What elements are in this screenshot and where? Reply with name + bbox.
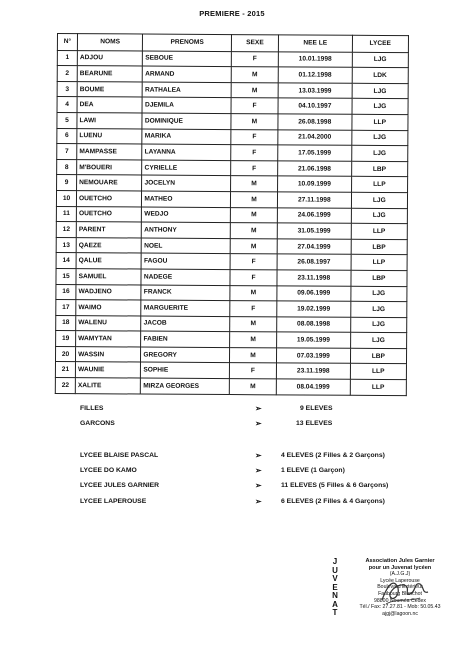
- cell-prenom: NOEL: [142, 238, 231, 254]
- cell-number: 16: [56, 284, 76, 300]
- cell-prenom: RATHALEA: [142, 82, 231, 98]
- cell-lycee: LJG: [351, 130, 407, 146]
- cell-nom: BOUME: [77, 81, 142, 97]
- cell-lycee: LBP: [350, 348, 406, 364]
- cell-number: 4: [57, 97, 77, 113]
- association-stamp: [328, 558, 448, 628]
- summary-lycee-value: 11 ELEVES (5 Filles & 6 Garçons): [281, 482, 389, 489]
- cell-sexe: M: [229, 379, 276, 395]
- cell-sexe: M: [231, 114, 278, 130]
- cell-prenom: SOPHIE: [141, 362, 230, 378]
- cell-lycee: LJG: [350, 317, 406, 333]
- summary-lycee-row: [80, 498, 410, 508]
- cell-nom: XALITE: [75, 378, 140, 394]
- summary-lycee-label: LYCEE DO KAMO: [80, 467, 137, 474]
- cell-sexe: F: [231, 145, 278, 161]
- summary-filles-value: 9 ELEVES: [300, 405, 333, 412]
- cell-sexe: M: [230, 285, 277, 301]
- summary-lycee-row: [80, 467, 410, 477]
- table-body: [55, 50, 408, 395]
- cell-nom: PARENT: [76, 222, 141, 238]
- cell-prenom: MARGUERITE: [141, 300, 230, 316]
- cell-lycee: LJG: [350, 333, 406, 349]
- cell-lycee: LLP: [350, 379, 406, 395]
- cell-prenom: FAGOU: [141, 253, 230, 269]
- cell-nom: M'BOUERI: [77, 159, 142, 175]
- cell-prenom: WEDJO: [142, 207, 231, 223]
- cell-nom: ADJOU: [77, 50, 142, 66]
- cell-lycee: LLP: [351, 223, 407, 239]
- summary-filles-label: FILLES: [80, 405, 104, 412]
- cell-lycee: LJG: [351, 145, 407, 161]
- cell-number: 7: [57, 144, 77, 160]
- table-row: [55, 378, 406, 396]
- cell-number: 1: [57, 50, 77, 66]
- cell-sexe: F: [230, 254, 277, 270]
- cell-nom: WADJENO: [76, 284, 141, 300]
- cell-sexe: F: [230, 301, 277, 317]
- cell-nom: OUETCHO: [76, 206, 141, 222]
- cell-nom: BEARUNE: [77, 66, 142, 82]
- cell-lycee: LJG: [352, 52, 408, 68]
- cell-nom: NEMOUARE: [77, 175, 142, 191]
- summary-lycee-label: LYCEE JULES GARNIER: [80, 482, 160, 489]
- header-lycee: LYCEE: [352, 35, 408, 52]
- cell-lycee: LJG: [352, 83, 408, 99]
- signature: [380, 574, 430, 608]
- cell-number: 2: [57, 66, 77, 82]
- page-title: PREMIERE - 2015: [199, 9, 265, 18]
- cell-lycee: LLP: [351, 177, 407, 193]
- summary-garcons-value: 13 ELEVES: [296, 420, 333, 427]
- cell-number: 10: [56, 190, 76, 206]
- cell-number: 6: [57, 128, 77, 144]
- arrow-icon: ➢: [255, 497, 262, 506]
- cell-nee-le: 23.11.1998: [276, 363, 350, 379]
- cell-prenom: ARMAND: [143, 66, 232, 82]
- student-table: [55, 33, 409, 396]
- cell-number: 19: [56, 331, 76, 347]
- cell-lycee: LBP: [351, 239, 407, 255]
- summary-garcons-label: GARCONS: [80, 420, 115, 427]
- arrow-icon: ➢: [255, 404, 262, 413]
- arrow-icon: ➢: [255, 451, 262, 460]
- header-number: N°: [57, 34, 77, 51]
- cell-nee-le: 01.12.1998: [278, 67, 352, 83]
- cell-lycee: LLP: [351, 255, 407, 271]
- cell-nee-le: 26.08.1997: [277, 254, 351, 270]
- cell-prenom: SEBOUE: [143, 51, 232, 67]
- cell-nom: LAWI: [77, 113, 142, 129]
- cell-number: 20: [55, 346, 75, 362]
- cell-nee-le: 19.02.1999: [277, 301, 351, 317]
- cell-lycee: LJG: [351, 208, 407, 224]
- cell-nom: WASSIN: [76, 346, 141, 362]
- cell-nom: WAUNIE: [75, 362, 140, 378]
- cell-number: 3: [57, 81, 77, 97]
- cell-number: 18: [56, 315, 76, 331]
- summary-lycee-label: LYCEE LAPEROUSE: [80, 498, 147, 505]
- arrow-icon: ➢: [255, 481, 262, 490]
- cell-prenom: DJEMILA: [142, 97, 231, 113]
- summary-lycee-row: [80, 482, 410, 492]
- cell-number: 13: [56, 237, 76, 253]
- cell-number: 5: [57, 112, 77, 128]
- cell-nee-le: 17.05.1999: [278, 145, 352, 161]
- cell-prenom: FRANCK: [141, 285, 230, 301]
- cell-nom: LUENU: [77, 128, 142, 144]
- cell-lycee: LJG: [351, 192, 407, 208]
- cell-sexe: M: [231, 176, 278, 192]
- cell-number: 15: [56, 268, 76, 284]
- cell-nee-le: 23.11.1998: [277, 270, 351, 286]
- cell-nom: WALENU: [76, 315, 141, 331]
- summary-filles-row: [80, 405, 410, 415]
- cell-number: 9: [57, 175, 77, 191]
- cell-sexe: M: [230, 192, 277, 208]
- cell-nee-le: 31.05.1999: [277, 223, 351, 239]
- cell-nee-le: 27.04.1999: [277, 239, 351, 255]
- stamp-text: Association Jules Garnier pour un Juvenat lycéen (A.J.G.J) Lycée Laperouse Boulevard Extérieur Faubourg Blanchot 98800 Nouméa Cedex Tél./ Fax: 27.27.81 - Mob: 50.05.43 ajgj@lagoon.nc: [359, 558, 441, 617]
- cell-prenom: MARIKA: [142, 129, 231, 145]
- cell-sexe: M: [230, 332, 277, 348]
- summary-lycee-label: LYCEE BLAISE PASCAL: [80, 452, 159, 459]
- cell-sexe: M: [231, 67, 278, 83]
- summary-lycee-row: [80, 452, 410, 462]
- cell-nee-le: 21.06.1998: [278, 161, 352, 177]
- cell-prenom: JACOB: [141, 316, 230, 332]
- header-sexe: SEXE: [231, 35, 278, 52]
- cell-nee-le: 10.01.1998: [278, 51, 352, 67]
- cell-lycee: LLP: [352, 114, 408, 130]
- header-prenoms: PRENOMS: [143, 34, 232, 51]
- cell-number: 14: [56, 253, 76, 269]
- cell-nom: WAIMO: [76, 300, 141, 316]
- cell-nom: QALUE: [76, 253, 141, 269]
- cell-nee-le: 04.10.1997: [278, 98, 352, 114]
- cell-number: 21: [55, 362, 75, 378]
- cell-prenom: ANTHONY: [142, 222, 231, 238]
- cell-nee-le: 07.03.1999: [276, 348, 350, 364]
- cell-nee-le: 10.09.1999: [278, 176, 352, 192]
- cell-lycee: LLP: [350, 364, 406, 380]
- cell-number: 8: [57, 159, 77, 175]
- cell-prenom: JOCELYN: [142, 175, 231, 191]
- cell-nom: SAMUEL: [76, 269, 141, 285]
- cell-lycee: LDK: [352, 67, 408, 83]
- summary-lycee-value: 1 ELEVE (1 Garçon): [281, 467, 345, 474]
- cell-sexe: F: [231, 160, 278, 176]
- cell-nee-le: 08.08.1998: [277, 317, 351, 333]
- cell-prenom: MIRZA GEORGES: [141, 378, 230, 394]
- cell-nee-le: 19.05.1999: [277, 332, 351, 348]
- cell-nom: MAMPASSE: [77, 144, 142, 160]
- cell-lycee: LJG: [352, 99, 408, 115]
- cell-sexe: F: [231, 129, 278, 145]
- cell-nee-le: 13.03.1999: [278, 83, 352, 99]
- cell-nee-le: 09.06.1999: [277, 285, 351, 301]
- summary-garcons-row: [80, 420, 410, 430]
- arrow-icon: ➢: [255, 419, 262, 428]
- cell-prenom: FABIEN: [141, 331, 230, 347]
- cell-prenom: CYRIELLE: [142, 160, 231, 176]
- header-nee-le: NEE LE: [278, 35, 352, 52]
- cell-number: 17: [56, 300, 76, 316]
- cell-prenom: LAYANNA: [142, 144, 231, 160]
- cell-number: 11: [56, 206, 76, 222]
- cell-nee-le: 08.04.1999: [276, 379, 350, 395]
- header-noms: NOMS: [77, 34, 142, 51]
- cell-prenom: MATHEO: [142, 191, 231, 207]
- summary-lycee-value: 4 ELEVES (2 Filles & 2 Garçons): [281, 452, 385, 459]
- cell-sexe: F: [231, 51, 278, 67]
- cell-prenom: NADEGE: [141, 269, 230, 285]
- cell-nee-le: 21.04.2000: [278, 129, 352, 145]
- cell-number: 12: [56, 222, 76, 238]
- cell-lycee: LJG: [350, 301, 406, 317]
- cell-nom: WAMYTAN: [76, 331, 141, 347]
- juvenat-vertical-logo: J U V E N A T: [332, 557, 338, 617]
- cell-sexe: M: [229, 347, 276, 363]
- cell-sexe: M: [230, 207, 277, 223]
- cell-number: 22: [55, 378, 75, 394]
- cell-nom: DEA: [77, 97, 142, 113]
- cell-lycee: LJG: [351, 286, 407, 302]
- cell-nom: OUETCHO: [77, 191, 142, 207]
- cell-sexe: M: [230, 316, 277, 332]
- cell-nee-le: 27.11.1998: [277, 192, 351, 208]
- cell-nee-le: 26.08.1998: [278, 114, 352, 130]
- cell-sexe: F: [229, 363, 276, 379]
- cell-nom: QAEZE: [76, 237, 141, 253]
- cell-lycee: LBP: [351, 161, 407, 177]
- cell-prenom: DOMINIQUE: [142, 113, 231, 129]
- cell-sexe: M: [231, 82, 278, 98]
- cell-nee-le: 24.06.1999: [277, 207, 351, 223]
- cell-sexe: M: [230, 238, 277, 254]
- arrow-icon: ➢: [255, 466, 262, 475]
- summary-lycee-value: 6 ELEVES (2 Filles & 4 Garçons): [281, 498, 385, 505]
- cell-prenom: GREGORY: [141, 347, 230, 363]
- cell-sexe: F: [231, 98, 278, 114]
- cell-lycee: LBP: [351, 270, 407, 286]
- cell-sexe: M: [230, 223, 277, 239]
- cell-sexe: F: [230, 269, 277, 285]
